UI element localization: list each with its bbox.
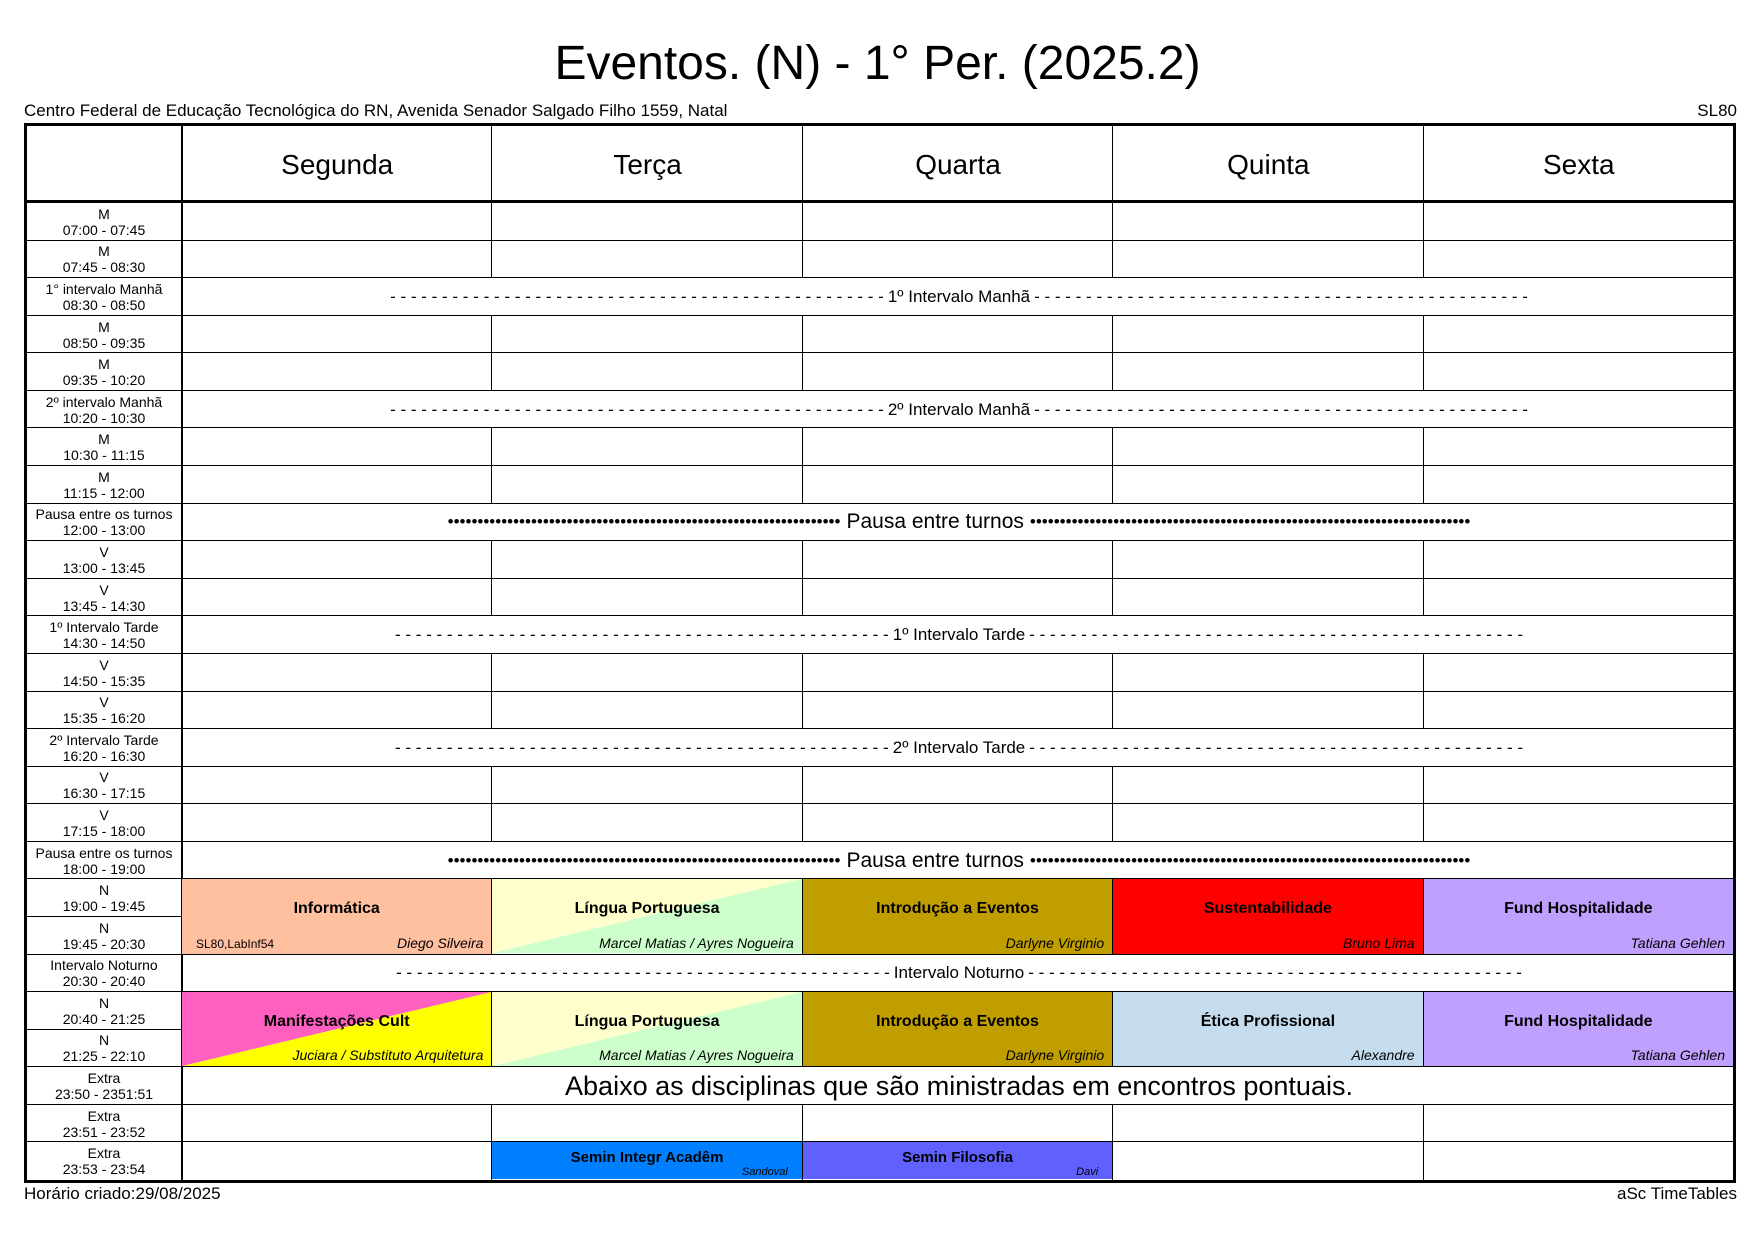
period-name: M	[98, 318, 110, 335]
column-divider	[1112, 692, 1113, 730]
period-label	[27, 955, 181, 993]
column-divider	[1423, 767, 1424, 805]
dot-line: ••••••••••••••••••••••••••••••••••••••••••••••••••••••••••••••••••	[447, 850, 841, 870]
row-divider	[802, 315, 1113, 316]
period-name: M	[98, 205, 110, 222]
column-divider	[1112, 353, 1113, 391]
row-divider	[1423, 766, 1734, 767]
period-time: 09:35 - 10:20	[62, 372, 146, 389]
row-divider	[491, 1104, 802, 1105]
lesson-subject: Manifestações Cult	[263, 1013, 410, 1031]
period-time: 20:40 - 21:25	[62, 1010, 146, 1027]
column-divider	[1112, 316, 1113, 354]
column-divider	[802, 241, 803, 279]
column-divider	[1423, 126, 1424, 200]
dash-line: - - - - - - - - - - - - - - - - - - - - - - - - - - - - - - - - - - - - - - - - - - - - - - - -	[395, 737, 889, 757]
period-time: 23:51 - 23:52	[62, 1123, 146, 1140]
lesson-teacher: Alexandre	[1351, 1047, 1415, 1064]
dot-line: ••••••••••••••••••••••••••••••••••••••••••••••••••••••••••••••••••	[447, 512, 841, 532]
lesson-cell[interactable]	[182, 879, 491, 953]
row-divider	[491, 540, 802, 541]
row-divider	[802, 691, 1113, 692]
band-label: Pausa entre turnos	[846, 848, 1024, 872]
dash-line: - - - - - - - - - - - - - - - - - - - - - - - - - - - - - - - - - - - - - - - - - - - - - - - -	[1034, 286, 1528, 306]
period-time: 07:00 - 07:45	[62, 221, 146, 238]
band-pause	[182, 504, 1736, 542]
period-name: 1° intervalo Manhã	[45, 280, 163, 297]
band-pause	[182, 842, 1736, 880]
period-time: 17:15 - 18:00	[62, 823, 146, 839]
period-label	[27, 1142, 181, 1180]
row-divider	[1423, 315, 1734, 316]
lesson-room: SL80,LabInf54	[196, 936, 275, 951]
row-divider	[1112, 240, 1423, 241]
column-divider	[1112, 466, 1113, 504]
period-time: 16:20 - 16:30	[62, 747, 146, 764]
lesson-cell[interactable]	[1424, 992, 1733, 1066]
timetable-grid	[24, 123, 1736, 1183]
period-name: N	[98, 1032, 110, 1049]
period-time: 21:25 - 22:10	[62, 1048, 146, 1065]
row-divider	[1423, 653, 1734, 654]
column-divider	[1423, 353, 1424, 391]
row-divider	[802, 766, 1113, 767]
row-divider	[802, 1104, 1113, 1105]
software-credit: aSc TimeTables	[1617, 1184, 1737, 1203]
column-divider	[1423, 692, 1424, 730]
lesson-cell[interactable]	[1113, 879, 1422, 953]
period-time: 14:50 - 15:35	[62, 672, 146, 689]
row-divider	[802, 540, 1113, 541]
period-time: 16:30 - 17:15	[62, 785, 146, 802]
dash-line: - - - - - - - - - - - - - - - - - - - - - - - - - - - - - - - - - - - - - - - - - - - - - - - -	[390, 399, 884, 419]
row-divider	[181, 465, 492, 466]
column-divider	[491, 541, 492, 579]
row-divider	[1423, 578, 1734, 579]
row-divider	[1423, 240, 1734, 241]
period-label	[27, 729, 181, 767]
period-label	[27, 879, 181, 917]
band-label: 2º Intervalo Manhã	[887, 399, 1031, 419]
row-divider	[181, 427, 492, 428]
column-divider	[1423, 466, 1424, 504]
row-divider	[181, 803, 492, 804]
lesson-teacher: Tatiana Gehlen	[1630, 1047, 1725, 1064]
row-divider	[1112, 315, 1423, 316]
row-divider	[1423, 465, 1734, 466]
row-divider	[1112, 653, 1423, 654]
column-divider	[802, 804, 803, 842]
lesson-teacher: Marcel Matias / Ayres Nogueira	[599, 1047, 794, 1064]
period-label	[27, 278, 181, 316]
dash-line: - - - - - - - - - - - - - - - - - - - - - - - - - - - - - - - - - - - - - - - - - - - - - - - -	[1029, 737, 1523, 757]
dot-line: ••••••••••••••••••••••••••••••••••••••••••••••••••••••••••••••••••••••••••	[1029, 512, 1471, 532]
period-label	[27, 466, 181, 504]
period-label	[27, 579, 181, 617]
row-divider	[181, 578, 492, 579]
band-dash	[182, 616, 1736, 654]
period-time: 08:30 - 08:50	[62, 296, 146, 313]
column-divider	[491, 428, 492, 466]
period-name: Extra	[87, 1145, 121, 1162]
period-name: N	[98, 994, 110, 1011]
column-divider	[491, 466, 492, 504]
dash-line: - - - - - - - - - - - - - - - - - - - - - - - - - - - - - - - - - - - - - - - - - - - - - - - -	[396, 963, 890, 983]
period-label	[27, 541, 181, 579]
column-divider	[802, 654, 803, 692]
period-name: Pausa entre os turnos	[35, 506, 173, 523]
column-divider	[1423, 804, 1424, 842]
period-label	[27, 1067, 181, 1105]
row-divider	[181, 1141, 492, 1142]
lesson-cell[interactable]	[492, 992, 801, 1066]
column-divider	[1423, 316, 1424, 354]
column-divider	[491, 316, 492, 354]
lesson-subject: Fund Hospitalidade	[1504, 1013, 1653, 1031]
dash-line: - - - - - - - - - - - - - - - - - - - - - - - - - - - - - - - - - - - - - - - - - - - - - - - -	[1034, 399, 1528, 419]
column-divider	[802, 541, 803, 579]
column-divider	[491, 203, 492, 241]
row-divider	[181, 352, 492, 353]
period-name: Extra	[87, 1107, 121, 1124]
day-header-sexta: Sexta	[1542, 148, 1615, 180]
period-name: M	[98, 468, 110, 485]
lesson-subject: Semin Filosofia	[902, 1148, 1013, 1166]
period-label	[27, 428, 181, 466]
period-name: 1º Intervalo Tarde	[49, 619, 159, 636]
lesson-cell[interactable]	[1424, 879, 1733, 953]
day-header-quarta: Quarta	[915, 148, 1001, 180]
period-name: Intervalo Noturno	[50, 957, 158, 974]
period-label	[27, 241, 181, 279]
period-time: 13:45 - 14:30	[62, 597, 146, 614]
column-divider	[1112, 203, 1113, 241]
band-dash	[182, 729, 1736, 767]
row-divider	[1112, 1104, 1423, 1105]
row-divider	[802, 578, 1113, 579]
row-divider	[1112, 1141, 1423, 1142]
row-divider	[491, 578, 802, 579]
lesson-subject: Fund Hospitalidade	[1504, 900, 1653, 918]
lesson-teacher: Bruno Lima	[1342, 934, 1415, 951]
lesson-subject: Língua Portuguesa	[574, 900, 720, 918]
column-divider	[491, 126, 492, 200]
band-note	[182, 1067, 1736, 1105]
dash-line: - - - - - - - - - - - - - - - - - - - - - - - - - - - - - - - - - - - - - - - - - - - - - - - -	[1029, 625, 1523, 645]
lesson-subject: Informática	[293, 900, 380, 918]
dash-line: - - - - - - - - - - - - - - - - - - - - - - - - - - - - - - - - - - - - - - - - - - - - - - - -	[395, 625, 889, 645]
row-divider	[1423, 352, 1734, 353]
row-divider	[181, 540, 492, 541]
lesson-subject: Semin Integr Acadêm	[570, 1148, 724, 1166]
row-divider	[1112, 578, 1423, 579]
period-name: V	[99, 543, 109, 560]
row-divider	[1112, 691, 1423, 692]
period-time: 11:15 - 12:00	[63, 484, 145, 501]
column-divider	[1423, 203, 1424, 241]
column-divider	[1112, 1142, 1113, 1180]
dash-line: - - - - - - - - - - - - - - - - - - - - - - - - - - - - - - - - - - - - - - - - - - - - - - - -	[390, 286, 884, 306]
row-divider	[181, 653, 492, 654]
column-divider	[491, 767, 492, 805]
column-divider	[1112, 428, 1113, 466]
day-header-terça: Terça	[613, 148, 682, 180]
period-time: 18:00 - 19:00	[62, 860, 146, 877]
period-label	[27, 804, 181, 842]
column-divider	[491, 804, 492, 842]
lesson-teacher: Darlyne Virginio	[1005, 934, 1105, 951]
lesson-teacher: Darlyne Virginio	[1005, 1047, 1105, 1064]
period-time: 13:00 - 13:45	[62, 559, 146, 576]
column-divider	[802, 316, 803, 354]
lesson-cell[interactable]	[492, 1142, 801, 1179]
period-label	[27, 316, 181, 354]
column-divider	[1423, 241, 1424, 279]
lesson-cell[interactable]	[803, 1142, 1112, 1179]
period-label	[27, 917, 181, 955]
row-divider	[181, 766, 492, 767]
period-name: V	[99, 807, 109, 823]
period-name: 2º intervalo Manhã	[45, 393, 163, 410]
dot-line: ••••••••••••••••••••••••••••••••••••••••••••••••••••••••••••••••••••••••••	[1029, 850, 1471, 870]
room-code: SL80	[1697, 101, 1737, 120]
period-label	[27, 767, 181, 805]
period-name: V	[99, 769, 109, 786]
row-divider	[491, 352, 802, 353]
period-time: 15:35 - 16:20	[62, 710, 146, 727]
band-label: Pausa entre turnos	[846, 510, 1024, 534]
lesson-subject: Sustentabilidade	[1203, 900, 1332, 918]
row-divider	[491, 427, 802, 428]
column-divider	[802, 767, 803, 805]
column-divider	[802, 1105, 803, 1143]
period-label	[27, 992, 181, 1030]
lesson-cell[interactable]	[803, 879, 1112, 953]
column-divider	[491, 579, 492, 617]
column-divider	[802, 428, 803, 466]
column-divider	[491, 1105, 492, 1143]
column-divider	[802, 692, 803, 730]
period-label	[27, 203, 181, 241]
period-name: M	[98, 243, 110, 260]
column-divider	[1112, 579, 1113, 617]
period-time: 14:30 - 14:50	[62, 635, 146, 652]
lesson-subject: Introdução a Eventos	[876, 900, 1039, 918]
band-dash	[182, 278, 1736, 316]
period-time: 07:45 - 08:30	[62, 259, 146, 276]
period-time: 19:45 - 20:30	[62, 935, 146, 952]
band-dash	[182, 391, 1736, 429]
column-divider	[1112, 241, 1113, 279]
column-divider	[491, 692, 492, 730]
period-name: V	[99, 656, 109, 673]
lesson-subject: Ética Profissional	[1200, 1013, 1336, 1031]
page-title: Eventos. (N) - 1° Per. (2025.2)	[554, 37, 1201, 90]
period-time: 12:00 - 13:00	[62, 522, 146, 539]
row-divider	[491, 315, 802, 316]
period-time: 23:53 - 23:54	[62, 1161, 146, 1178]
row-divider	[1423, 1141, 1734, 1142]
period-label	[27, 692, 181, 730]
created-date: Horário criado:29/08/2025	[24, 1184, 221, 1203]
period-time: 23:50 - 2351:51	[54, 1086, 154, 1103]
column-divider	[1112, 1105, 1113, 1143]
lesson-subject: Língua Portuguesa	[574, 1013, 720, 1031]
row-divider	[181, 315, 492, 316]
period-label	[27, 353, 181, 391]
column-divider	[1423, 1105, 1424, 1143]
row-divider	[181, 1104, 492, 1105]
period-time: 19:00 - 19:45	[62, 898, 146, 915]
row-divider	[491, 240, 802, 241]
period-label	[27, 616, 181, 654]
lesson-cell[interactable]	[182, 992, 491, 1066]
period-time: 10:20 - 10:30	[62, 409, 146, 426]
band-label: Intervalo Noturno	[893, 963, 1025, 983]
column-divider	[802, 466, 803, 504]
row-divider	[1423, 803, 1734, 804]
period-name: 2º Intervalo Tarde	[49, 731, 159, 748]
period-name: Extra	[87, 1070, 121, 1087]
band-dash	[182, 955, 1736, 993]
row-divider	[1112, 427, 1423, 428]
period-label	[27, 504, 181, 542]
period-time: 08:50 - 09:35	[62, 334, 146, 351]
period-name: V	[99, 581, 109, 598]
row-divider	[802, 653, 1113, 654]
row-divider	[1423, 540, 1734, 541]
period-name: M	[98, 431, 110, 448]
period-label	[27, 1030, 181, 1068]
column-divider	[802, 126, 803, 200]
column-divider	[1112, 654, 1113, 692]
row-divider	[802, 803, 1113, 804]
column-divider	[491, 353, 492, 391]
row-divider	[802, 240, 1113, 241]
band-label: 1º Intervalo Manhã	[887, 286, 1031, 306]
row-divider	[1423, 427, 1734, 428]
row-divider	[802, 352, 1113, 353]
band-label: 1º Intervalo Tarde	[892, 625, 1026, 645]
row-divider	[491, 653, 802, 654]
lesson-teacher: Sandoval	[741, 1165, 788, 1178]
lesson-teacher: Tatiana Gehlen	[1630, 934, 1725, 951]
row-divider	[491, 803, 802, 804]
day-header-quinta: Quinta	[1227, 148, 1310, 180]
lesson-teacher: Marcel Matias / Ayres Nogueira	[599, 934, 794, 951]
dash-line: - - - - - - - - - - - - - - - - - - - - - - - - - - - - - - - - - - - - - - - - - - - - - - - -	[1028, 963, 1522, 983]
lesson-cell[interactable]	[492, 879, 801, 953]
row-divider	[181, 691, 492, 692]
row-divider	[802, 465, 1113, 466]
day-header-segunda: Segunda	[281, 148, 394, 180]
row-divider	[802, 427, 1113, 428]
row-divider	[491, 766, 802, 767]
period-label	[27, 1105, 181, 1143]
period-label	[27, 654, 181, 692]
row-divider	[1112, 766, 1423, 767]
column-divider	[1112, 126, 1113, 200]
lesson-teacher: Davi	[1076, 1165, 1099, 1178]
column-divider	[1423, 1142, 1424, 1180]
column-divider	[491, 241, 492, 279]
lesson-teacher: Diego Silveira	[397, 934, 484, 951]
row-divider	[1423, 1104, 1734, 1105]
row-divider	[1112, 803, 1423, 804]
row-divider	[491, 465, 802, 466]
period-name: N	[98, 919, 110, 936]
row-divider	[1112, 352, 1423, 353]
column-divider	[1423, 579, 1424, 617]
column-divider	[1423, 428, 1424, 466]
column-divider	[1112, 541, 1113, 579]
lesson-subject: Introdução a Eventos	[876, 1013, 1039, 1031]
lesson-cell[interactable]	[1113, 992, 1422, 1066]
row-divider	[181, 240, 492, 241]
band-label: Abaixo as disciplinas que são ministradas em encontros pontuais.	[565, 1070, 1353, 1101]
column-divider	[802, 203, 803, 241]
column-divider	[1112, 804, 1113, 842]
band-label: 2º Intervalo Tarde	[892, 737, 1026, 757]
column-divider	[1423, 654, 1424, 692]
column-divider	[802, 579, 803, 617]
period-name: N	[98, 882, 110, 899]
period-label	[27, 391, 181, 429]
row-divider	[1423, 691, 1734, 692]
row-divider	[491, 691, 802, 692]
lesson-cell[interactable]	[803, 992, 1112, 1066]
school-address: Centro Federal de Educação Tecnológica do RN, Avenida Senador Salgado Filho 1559, Natal	[24, 101, 728, 120]
period-time: 10:30 - 11:15	[63, 447, 145, 464]
column-divider	[1423, 541, 1424, 579]
period-time: 20:30 - 20:40	[62, 973, 146, 990]
period-name: V	[99, 694, 109, 711]
period-label	[27, 842, 181, 880]
period-name: M	[98, 356, 110, 373]
period-name: Pausa entre os turnos	[35, 844, 173, 861]
lesson-teacher: Juciara / Substituto Arquitetura	[292, 1047, 484, 1064]
row-divider	[1112, 540, 1423, 541]
column-divider	[802, 353, 803, 391]
column-divider	[491, 654, 492, 692]
row-divider	[1112, 465, 1423, 466]
column-divider	[1112, 767, 1113, 805]
